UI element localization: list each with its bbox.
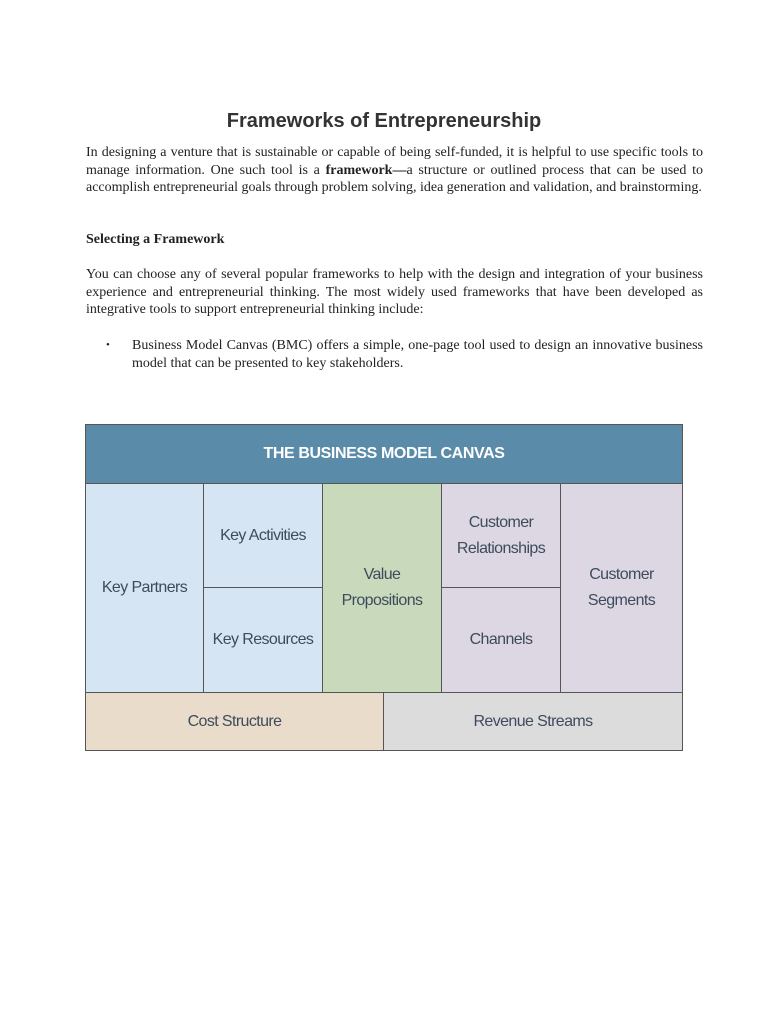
customer-relationships-label-line1: Customer xyxy=(468,513,534,531)
customer-relationships-label-line2: Relationships xyxy=(456,539,546,557)
cost-structure-block xyxy=(86,692,384,750)
key-resources-block xyxy=(204,588,323,692)
framework-list xyxy=(86,337,703,372)
section-heading: Selecting a Framework xyxy=(86,232,225,247)
key-resources-label: Key Resources xyxy=(212,631,314,648)
intro-paragraph xyxy=(86,144,703,197)
business-model-canvas xyxy=(85,424,683,751)
channels-block xyxy=(442,588,561,692)
key-partners-label: Key Partners xyxy=(101,579,188,596)
customer-segments-label-line1: Customer xyxy=(589,566,654,583)
revenue-streams-block xyxy=(384,692,682,750)
key-partners-block xyxy=(86,484,204,692)
customer-relationships-block xyxy=(442,484,561,588)
value-propositions-label-line2: Propositions xyxy=(341,592,423,609)
section-paragraph: You can choose any of several popular frameworks to help with the design and integration of your business experience and entrepreneurial thinking. The most widely used frameworks that have been developed as integrative tools to support entrepreneurial thinking include: xyxy=(86,267,703,317)
value-propositions-label-line1: Value xyxy=(363,566,401,583)
framework-term: framework— xyxy=(325,162,407,178)
key-activities-block xyxy=(204,484,323,588)
channels-label: Channels xyxy=(469,631,533,648)
list-item xyxy=(86,337,703,372)
intro-text-end: a structure or outlined process that can be used to accomplish entrepreneurial goals through problem solving, idea generation and validation, and brainstorming. xyxy=(86,162,703,195)
bullet-marker: • xyxy=(106,339,110,351)
intro-text-start: In designing a venture that is sustainable or capable of being self-funded, it is helpful to use specific tools to manage information. One such tool is a xyxy=(86,145,703,178)
canvas-title: THE BUSINESS MODEL CANVAS xyxy=(86,425,682,484)
value-propositions-block xyxy=(323,484,442,692)
cost-structure-label: Cost Structure xyxy=(187,712,282,730)
page-title: Frameworks of Entrepreneurship xyxy=(226,110,542,133)
customer-segments-label-line2: Segments xyxy=(587,592,656,609)
revenue-streams-label: Revenue Streams xyxy=(473,712,593,730)
customer-segments-block xyxy=(561,484,682,692)
list-item-text: Business Model Canvas (BMC) offers a simple, one-page tool used to design an innovative business model that can be presented to key stakeholders. xyxy=(132,338,703,371)
key-activities-label: Key Activities xyxy=(220,526,306,544)
